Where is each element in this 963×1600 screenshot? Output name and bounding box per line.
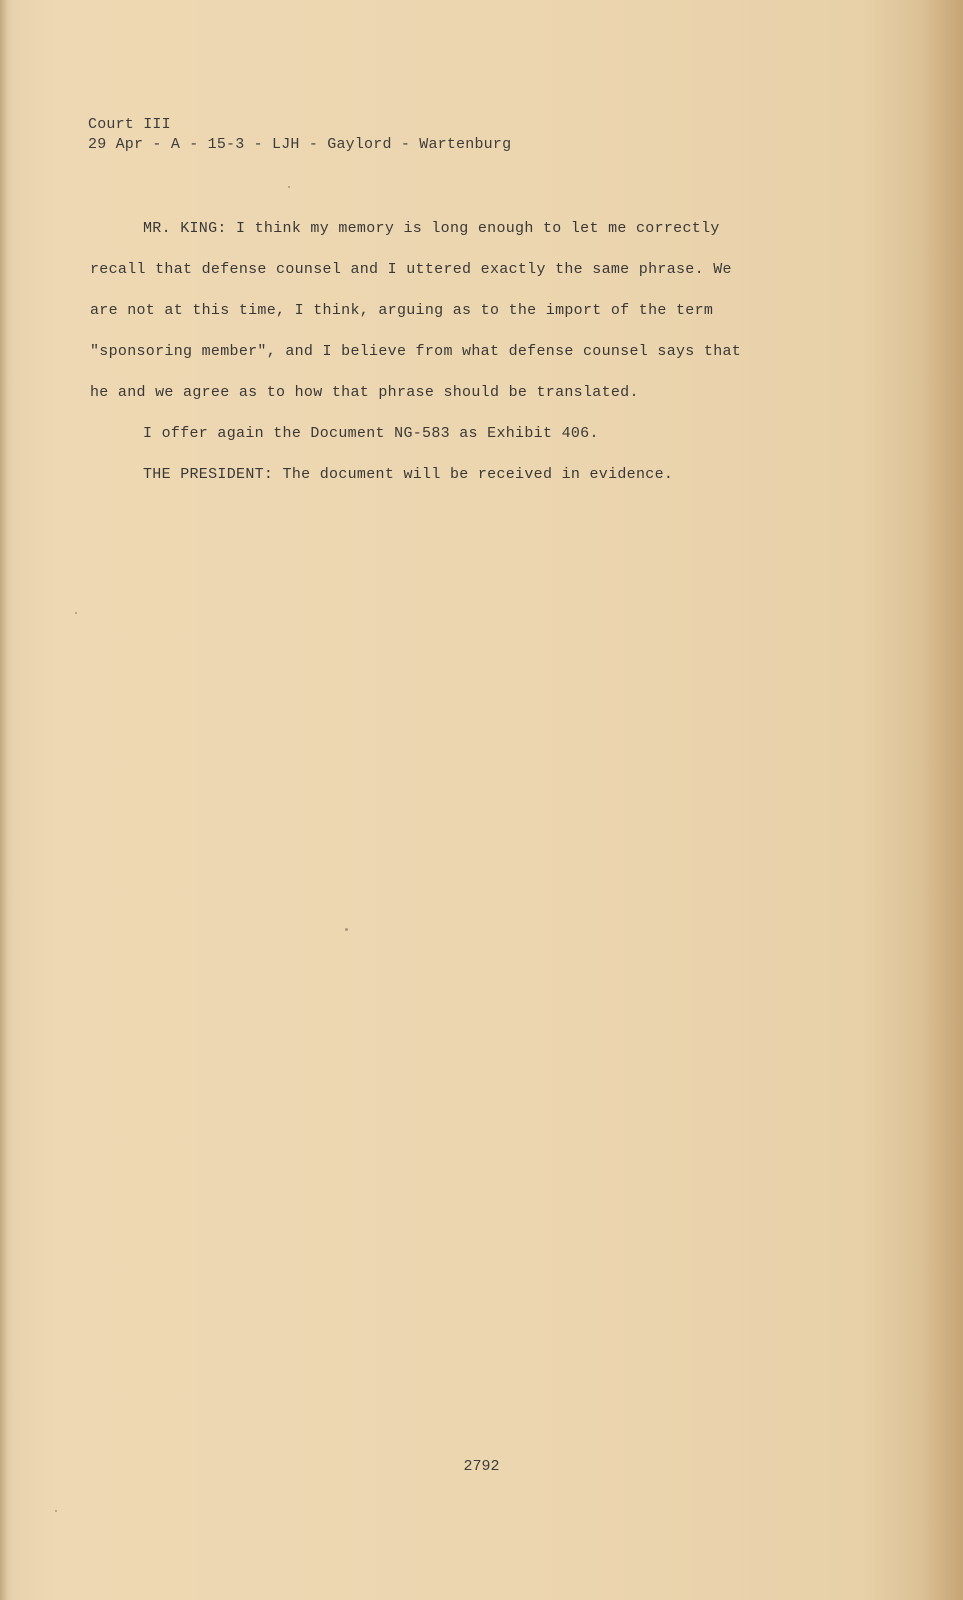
page-number: 2792 [463, 1458, 500, 1475]
paper-right-edge [923, 0, 963, 1600]
session-reference: 29 Apr - A - 15-3 - LJH - Gaylord - Wartenburg [88, 136, 512, 153]
paper-speck [345, 928, 348, 931]
transcript-line: THE PRESIDENT: The document will be received in evidence. [143, 466, 674, 483]
transcript-line: I offer again the Document NG-583 as Exhibit 406. [143, 425, 599, 442]
paper-speck [75, 612, 77, 614]
transcript-line: recall that defense counsel and I uttered exactly the same phrase. We [90, 261, 732, 278]
transcript-line: MR. KING: I think my memory is long enough to let me correctly [143, 220, 720, 237]
transcript-body [90, 208, 820, 495]
paper-speck [55, 1510, 57, 1512]
paper-speck [288, 186, 290, 188]
court-label: Court III [88, 116, 171, 133]
transcript-line: "sponsoring member", and I believe from what defense counsel says that [90, 343, 742, 360]
paper-left-edge [0, 0, 8, 1600]
transcript-line: are not at this time, I think, arguing as to the import of the term [90, 302, 714, 319]
transcript-line: he and we agree as to how that phrase should be translated. [90, 384, 639, 401]
page-header [88, 115, 511, 155]
